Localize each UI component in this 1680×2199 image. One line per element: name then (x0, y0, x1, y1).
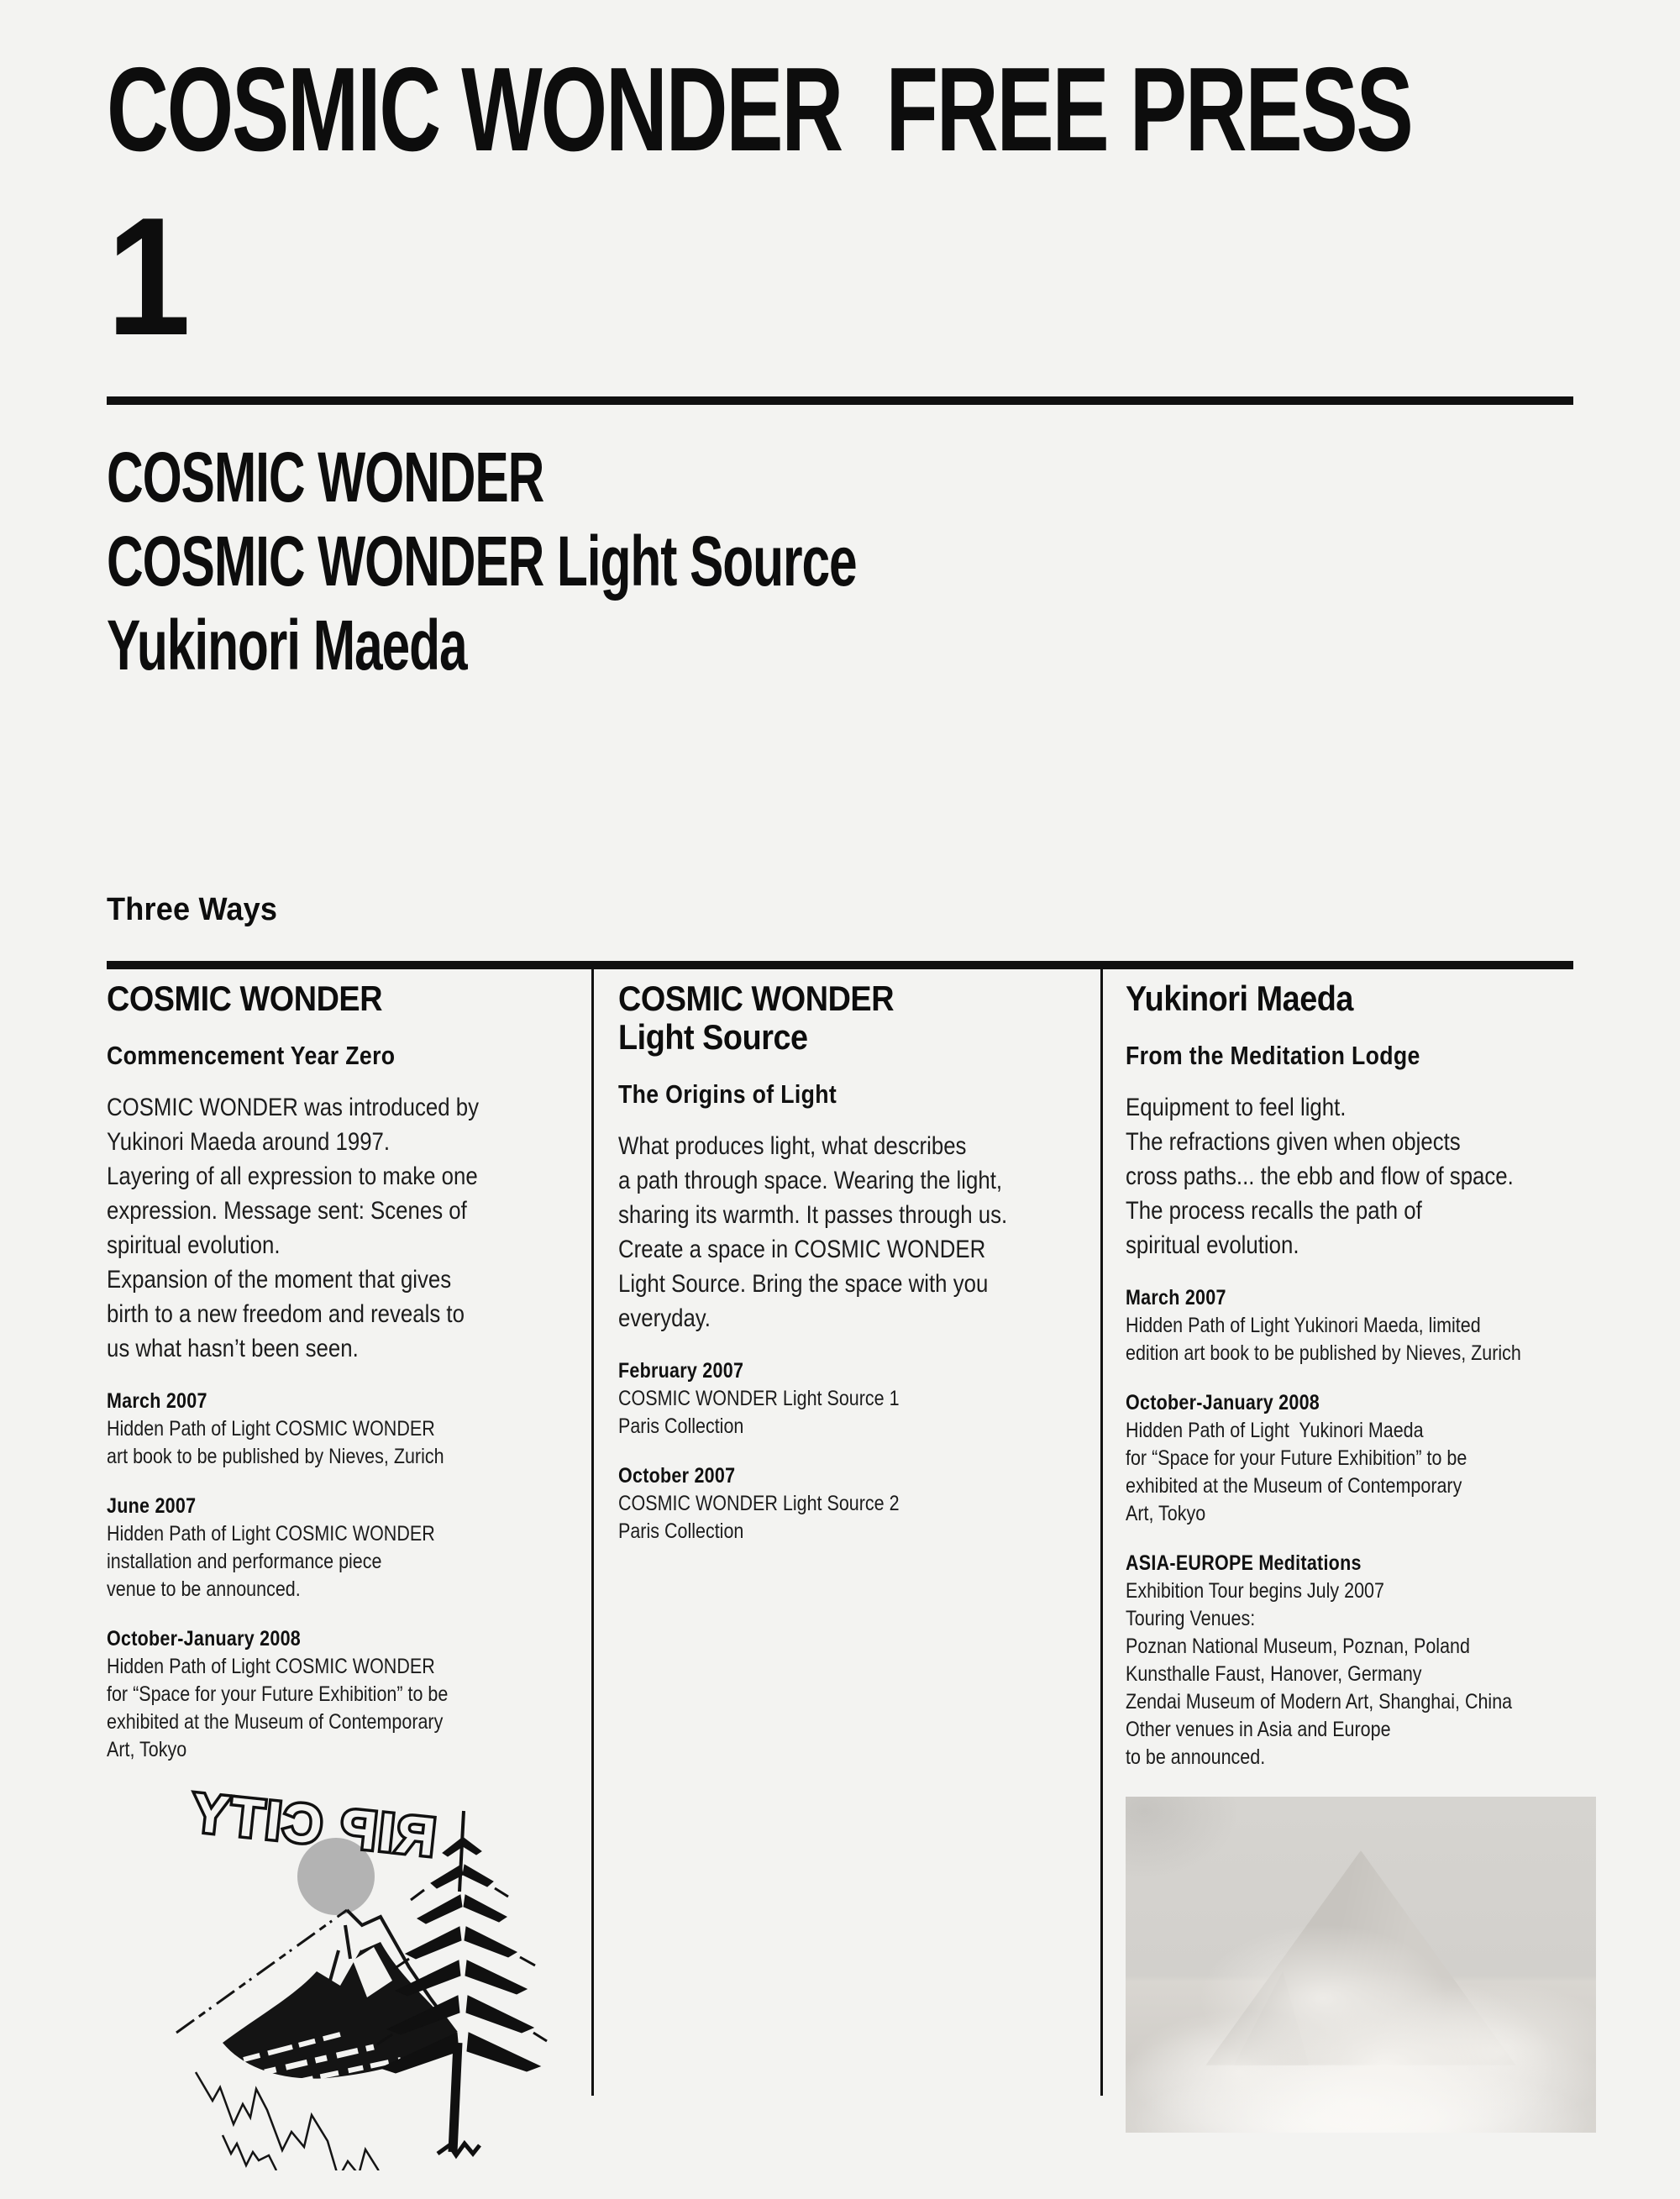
text-line: Art, Tokyo (107, 1738, 187, 1761)
text-line: everyday. (618, 1304, 711, 1332)
column-title (107, 979, 518, 1018)
text-line: spiritual evolution. (1126, 1231, 1299, 1259)
text-line: COSMIC WONDER (107, 979, 383, 1018)
text-line: Hidden Path of Light Yukinori Maeda, limited (1126, 1314, 1481, 1337)
pyramid-in-mist-photo (1126, 1797, 1596, 2133)
text-line: Hidden Path of Light COSMIC WONDER (107, 1655, 435, 1678)
text-line: Hidden Path of Light Yukinori Maeda (1126, 1419, 1424, 1442)
event-date: ASIA-EUROPE Meditations (1126, 1551, 1362, 1575)
horizontal-rule (107, 961, 1573, 969)
event (618, 1357, 1014, 1441)
text-line: Light Source (618, 1017, 808, 1057)
text-line: birth to a new freedom and reveals to (107, 1300, 465, 1328)
event-date: June 2007 (107, 1494, 197, 1518)
event (1126, 1284, 1530, 1367)
event-description (618, 1385, 1014, 1441)
text-line: COSMIC WONDER was introduced by (107, 1094, 480, 1121)
text-line: venue to be announced. (107, 1577, 301, 1601)
text-line: Layering of all expression to make one (107, 1162, 478, 1190)
text-line: Other venues in Asia and Europe (1126, 1718, 1391, 1741)
text-line: Create a space in COSMIC WONDER (618, 1236, 986, 1263)
text-line: Hidden Path of Light COSMIC WONDER (107, 1417, 435, 1441)
text-line: Paris Collection (618, 1519, 744, 1543)
event-description (107, 1415, 500, 1471)
text-line: Zendai Museum of Modern Art, Shanghai, China (1126, 1690, 1513, 1714)
event-description (107, 1520, 500, 1603)
event-date: February 2007 (618, 1359, 744, 1383)
event (1126, 1389, 1530, 1528)
text-line: Hidden Path of Light COSMIC WONDER (107, 1522, 435, 1546)
text-line: installation and performance piece (107, 1550, 382, 1573)
text-line: to be announced. (1126, 1745, 1266, 1769)
text-line: The process recalls the path of (1126, 1197, 1422, 1225)
event (107, 1625, 500, 1764)
event-description (1126, 1577, 1530, 1771)
event-description (618, 1490, 1014, 1546)
column-subheading: Commencement Year Zero (107, 1041, 396, 1070)
column-subheading: The Origins of Light (618, 1079, 837, 1109)
column-divider (591, 969, 594, 2096)
text-line: What produces light, what describes (618, 1132, 967, 1160)
event (618, 1462, 1014, 1546)
text-line: Paris Collection (618, 1414, 744, 1438)
text-line: Art, Tokyo (1126, 1502, 1206, 1525)
issue-number: 1 (107, 183, 192, 370)
text-line: cross paths... the ebb and flow of space. (1126, 1162, 1514, 1190)
text-line: edition art book to be published by Nieves, Zurich (1126, 1341, 1521, 1365)
event-date: March 2007 (107, 1389, 207, 1413)
column-yukinori-maeda (1126, 969, 1596, 2133)
event-date: October-January 2008 (1126, 1391, 1320, 1414)
text-line: Kunsthalle Faust, Hanover, Germany (1126, 1662, 1422, 1686)
event (107, 1388, 500, 1471)
text-line: Expansion of the moment that gives (107, 1266, 452, 1294)
text-line: Touring Venues: (1126, 1607, 1256, 1630)
text-line: us what hasn’t been seen. (107, 1335, 359, 1362)
text-line: COSMIC WONDER Light Source 2 (618, 1492, 900, 1515)
column-subheading: From the Meditation Lodge (1126, 1041, 1420, 1070)
event-date: March 2007 (1126, 1286, 1226, 1309)
horizontal-rule (107, 396, 1573, 405)
event-date: October-January 2008 (107, 1627, 302, 1651)
mirrored-rip-city-text: RIP CITY (186, 1782, 438, 1868)
text-line: The refractions given when objects (1126, 1128, 1461, 1156)
text-line: Light Source. Bring the space with you (618, 1270, 989, 1298)
column-title (618, 979, 1032, 1057)
text-line: Yukinori Maeda (1126, 979, 1353, 1018)
column-body (107, 1090, 500, 1366)
column-cosmic-wonder (107, 969, 564, 2175)
event-date: October 2007 (618, 1464, 736, 1488)
text-line: for “Space for your Future Exhibition” to be (1126, 1446, 1467, 1470)
column-light-source (618, 969, 1079, 1546)
event (1126, 1550, 1530, 1771)
text-line: for “Space for your Future Exhibition” to be (107, 1682, 449, 1706)
treeline-outline (196, 2072, 392, 2170)
text-line: exhibited at the Museum of Contemporary (1126, 1474, 1462, 1498)
section-heading: Three Ways (107, 892, 278, 927)
text-line: Yukinori Maeda around 1997. (107, 1128, 391, 1156)
masthead-title: COSMIC WONDER FREE PRESS (107, 43, 1412, 176)
text-line: exhibited at the Museum of Contemporary (107, 1710, 444, 1734)
text-line: a path through space. Wearing the light, (618, 1167, 1003, 1194)
text-line: COSMIC WONDER Light Source 1 (618, 1387, 900, 1410)
three-ways-columns (107, 969, 1573, 2199)
text-line: art book to be published by Nieves, Zurich (107, 1445, 444, 1468)
subtitle-block (107, 435, 857, 687)
event-description (107, 1653, 500, 1764)
column-title (1126, 979, 1549, 1018)
text-line: COSMIC WONDER (618, 979, 895, 1018)
column-body (618, 1129, 1014, 1336)
text-line: expression. Message sent: Scenes of (107, 1197, 467, 1225)
column-body (1126, 1090, 1530, 1262)
text-line: Yukinori Maeda (107, 606, 467, 685)
text-line: Equipment to feel light. (1126, 1094, 1347, 1121)
text-line: COSMIC WONDER Light Source (107, 522, 857, 601)
event-description (1126, 1312, 1530, 1367)
column-divider (1100, 969, 1103, 2096)
text-line: spiritual evolution. (107, 1231, 281, 1259)
event-description (1126, 1417, 1530, 1528)
rip-city-mountain-drawing (97, 1782, 550, 2170)
event (107, 1493, 500, 1603)
fog-overlay (1126, 1797, 1596, 2133)
text-line: Poznan National Museum, Poznan, Poland (1126, 1635, 1470, 1658)
text-line: COSMIC WONDER (107, 438, 544, 517)
text-line: sharing its warmth. It passes through us. (618, 1201, 1008, 1229)
text-line: Exhibition Tour begins July 2007 (1126, 1579, 1384, 1603)
